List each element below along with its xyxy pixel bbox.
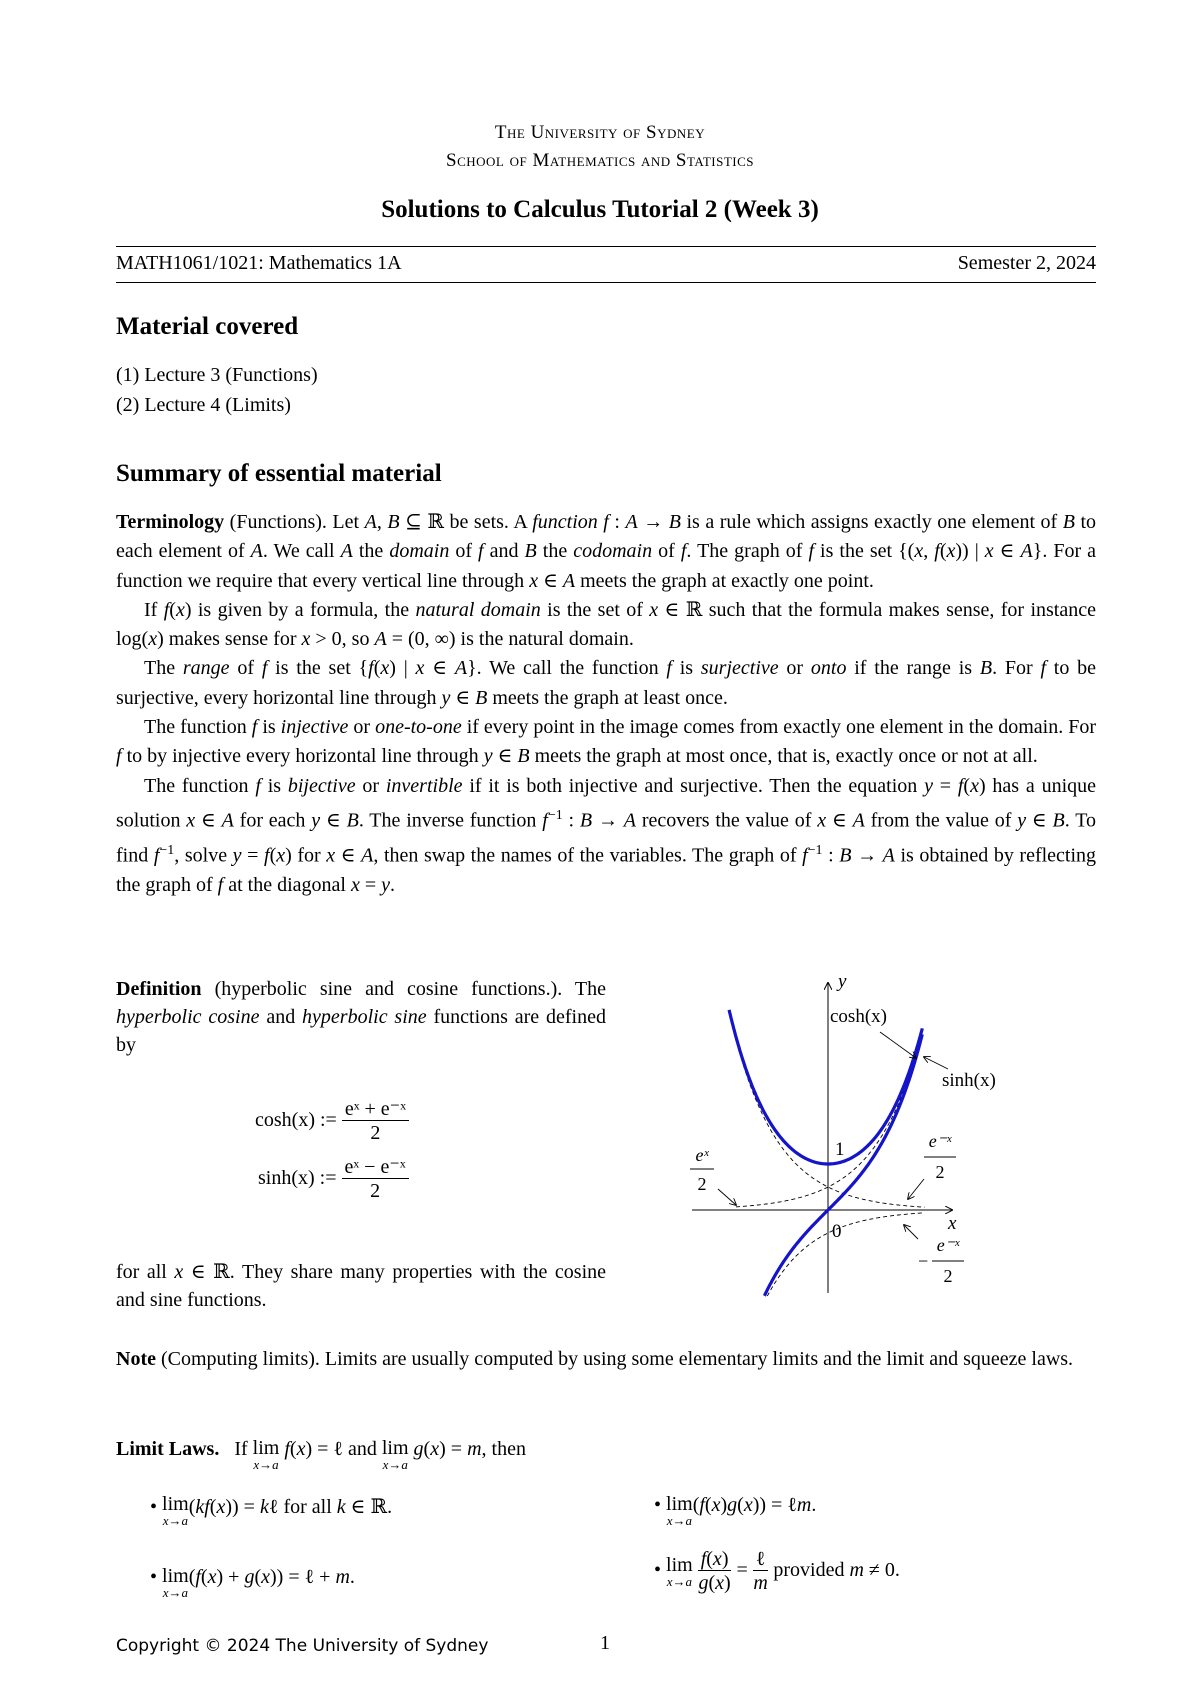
bottom-rule [116,282,1096,283]
sinh-curve [764,1034,922,1296]
note-paragraph: Note (Computing limits). Limits are usually computed by using some elementary limits and the limit and squeeze laws. [116,1348,1074,1370]
cosh-numerator: eˣ + e⁻ˣ [342,1098,409,1121]
school-name: School of Mathematics and Statistics [446,150,754,171]
half-negexp-den: 2 [935,1162,945,1182]
university-name: The University of Sydney [494,122,706,143]
sinh-formula [258,1156,409,1203]
limit-law-scalar: • lim x→a (kf(x)) = kℓ for all k ∈ ℝ. [150,1493,393,1528]
range-paragraph: The range of f is the set {f(x) | x ∈ A}. We call the function f is surjective or onto if the range is B. For f to be surjective, every horizontal line through y ∈ B meets the graph at least once. [116,657,1097,709]
sinh-fraction [342,1156,409,1203]
semester: Semester 2, 2024 [957,252,1096,274]
half-exp-den: 2 [697,1174,707,1194]
y-axis-label: y [838,975,847,992]
half-negexp-arrow [908,1179,924,1199]
sinh-denominator: 2 [370,1180,381,1202]
course-code: MATH1061/1021: Mathematics 1A [116,252,402,274]
cosh-curve [729,1010,922,1164]
copyright: Copyright © 2024 The University of Sydney [116,1636,489,1656]
sinh-arrow [924,1057,948,1069]
half-exp-num: eˣ [695,1145,709,1165]
bijective-paragraph: The function f is bijective or invertible if it is both injective and surjective. Then the equation y = f(x) has a unique solution x ∈ A for each y ∈ B. The inverse function $f^{-1}$ : B → A recovers the value of x ∈ A from the value of y ∈ B. To find $f^{-1}$, solve y = f(x) for x ∈ A, then swap the names of the variables. The graph of $f^{-1}$ : B → A is obtained by reflecting the graph of f at the diagonal x = y. [116,774,1097,896]
page-number: 1 [600,1632,610,1654]
cosh-denominator: 2 [370,1122,381,1144]
material-item-2: (2) Lecture 4 (Limits) [116,394,291,416]
summary-heading: Summary of essential material [116,460,442,487]
neg-half-negexp-curve [767,1213,924,1296]
cosh-label: cosh(x) [830,1006,887,1027]
limit-laws-intro: Limit Laws. If lim x→a f(x) = ℓ and lim x→a g(x) = m, then [116,1437,526,1472]
neg-half-negexp-arrow [904,1225,918,1239]
limit-law-product: • lim x→a (f(x)g(x)) = ℓm. [654,1493,817,1528]
definition-outro: for all x ∈ ℝ. They share many properties with the cosine and sine functions. [116,1261,607,1311]
page-title: Solutions to Calculus Tutorial 2 (Week 3) [381,196,819,223]
x-axis-label: x [948,1213,957,1234]
course-row [116,252,1096,275]
cosh-lhs: cosh(x) := [255,1109,337,1132]
hyperbolic-graph [680,975,1020,1315]
sinh-label: sinh(x) [942,1070,996,1091]
terminology-paragraph: Terminology (Functions). Let A, B ⊆ ℝ be sets. A function f : A → B is a rule which assigns exactly one element of B to each element of A. We call A the domain of f and B the codomain of f. The graph of f is the set {(x, f(x)) | x ∈ A}. For a function we require that every vertical line through x ∈ A meets the graph at exactly one point. [116,511,1097,592]
sinh-numerator: eˣ − e⁻ˣ [342,1156,409,1179]
limit-law-sum: • lim x→a (f(x) + g(x)) = ℓ + m. [150,1565,355,1600]
zero-label: 0 [832,1221,842,1242]
material-item-1: (1) Lecture 3 (Functions) [116,364,318,386]
half-negexp-curve [734,1031,925,1207]
cosh-fraction [342,1098,409,1145]
half-exp-arrow [718,1189,736,1205]
limit-law-quotient: • lim x→a $\frac{f(x)}{g(x)}$ = $\frac{\text{ℓ}}{m}$ provided m ≠ 0. [654,1548,900,1594]
half-negexp-num: e⁻ˣ [928,1131,952,1151]
material-heading: Material covered [116,313,299,340]
injective-paragraph: The function f is injective or one-to-one if every point in the image comes from exactly one element in the domain. For f to by injective every horizontal line through y ∈ B meets the graph at most once, that is, exactly once or not at all. [116,716,1096,768]
natural-domain-paragraph: If f(x) is given by a formula, the natural domain is the set of x ∈ ℝ such that the formula makes sense, for instance log(x) makes sense for x > 0, so A = (0, ∞) is the natural domain. [116,598,1096,651]
neg-half-negexp-den: 2 [943,1266,953,1286]
cosh-arrow [880,1032,916,1058]
one-label: 1 [835,1139,845,1160]
top-rule [116,246,1096,247]
neg-half-negexp-minus: − [918,1251,929,1271]
definition-intro: Definition (hyperbolic sine and cosine functions.). The hyperbolic cosine and hyperbolic sine functions are defined by [116,978,606,1056]
cosh-formula [255,1098,409,1145]
sinh-lhs: sinh(x) := [258,1167,337,1190]
neg-half-negexp-num: e⁻ˣ [936,1235,960,1255]
terminology-block [116,508,1096,900]
